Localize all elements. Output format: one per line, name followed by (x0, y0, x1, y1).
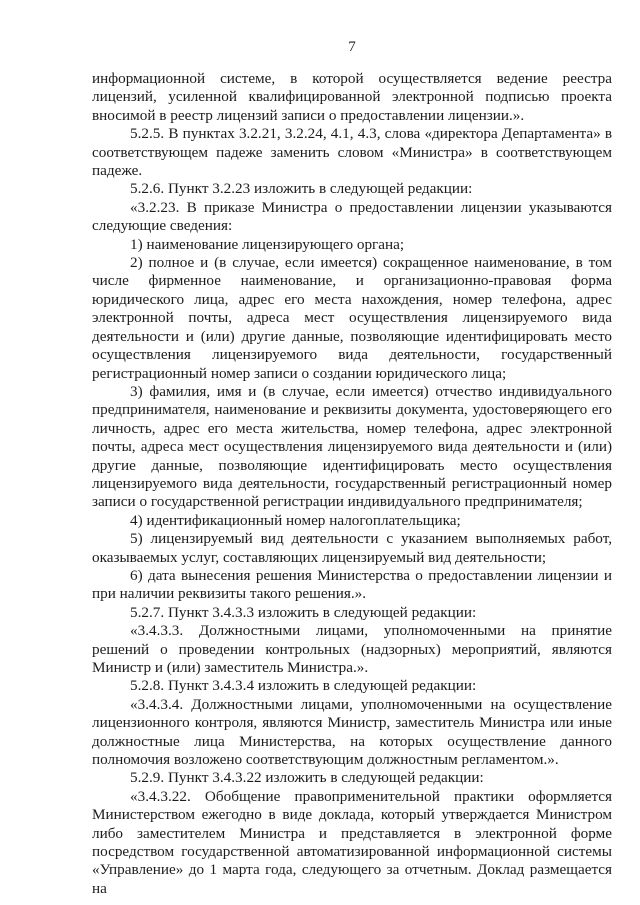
paragraph: «3.4.3.3. Должностными лицами, уполномоченными на принятие решений о проведении контрольных (надзорных) мероприятий, являются Министр и (или) заместитель Министра.». (92, 622, 612, 676)
paragraph: 5.2.5. В пунктах 3.2.21, 3.2.24, 4.1, 4.3, слова «директора Департамента» в соответствующем падеже заменить словом «Министра» в соответствующем падеже. (92, 125, 612, 180)
paragraph: 5.2.9. Пункт 3.4.3.22 изложить в следующей редакции: (130, 769, 484, 787)
page-number: 7 (348, 39, 356, 55)
paragraph: 4) идентификационный номер налогоплательщика; (130, 511, 461, 529)
paragraph: 5.2.6. Пункт 3.2.23 изложить в следующей редакции: (130, 180, 473, 198)
paragraph: 2) полное и (в случае, если имеется) сокращенное наименование, в том числе фирменное наименование, и организационно-правовая форма юридического лица, адрес его места нахождения, номер телефона, адрес электронной почты, адреса мест осуществления лицензируемого вида деятельности и (или) другие данные, позволяющие идентифицировать место осуществления лицензируемого вида деятельности, государственный регистрационный номер записи о создании юридического лица; (92, 254, 612, 382)
document-body (92, 70, 612, 898)
paragraph: 5.2.7. Пункт 3.4.3.3 изложить в следующей редакции: (130, 603, 477, 621)
paragraph: «3.4.3.4. Должностными лицами, уполномоченными на осуществление лицензионного контроля, являются Министр, заместитель Министра или иные должностные лица Министерства, на которых осуществление данного полномочия возложено соответствующим должностным регламентом.». (92, 695, 612, 769)
paragraph: информационной системе, в которой осуществляется ведение реестра лицензий, усиленной квалифицированной электронной подписью проекта вносимой в реестр лицензий записи о предоставлении лицензии.». (92, 70, 612, 124)
paragraph: 6) дата вынесения решения Министерства о предоставлении лицензии и при наличии реквизиты такого решения.». (92, 566, 612, 603)
paragraph: «3.2.23. В приказе Министра о предоставлении лицензии указываются следующие сведения: (92, 198, 612, 235)
paragraph: 5) лицензируемый вид деятельности с указанием выполняемых работ, оказываемых услуг, составляющих лицензируемый вид деятельности; (92, 530, 612, 566)
paragraph: 1) наименование лицензирующего органа; (130, 235, 405, 253)
paragraph: 3) фамилия, имя и (в случае, если имеется) отчество индивидуального предпринимателя, наименование и реквизиты документа, удостоверяющего его личность, адрес его места жительства, номер телефона, адрес электронной почты, адреса мест осуществления лицензируемого вида деятельности и (или) другие данные, позволяющие идентифицировать место осуществления лицензируемого вида деятельности, государственный регистрационный номер записи о государственной регистрации индивидуального предпринимателя; (92, 382, 612, 511)
paragraph: «3.4.3.22. Обобщение правоприменительной практики оформляется Министерством ежегодно в виде доклада, который утверждается Министром либо заместителем Министра и представляется в электронной форме посредством государственной автоматизированной информационной системы «Управление» до 1 марта года, следующего за отчетным. Доклад размещается на (92, 787, 612, 897)
paragraph: 5.2.8. Пункт 3.4.3.4 изложить в следующей редакции: (130, 677, 477, 695)
